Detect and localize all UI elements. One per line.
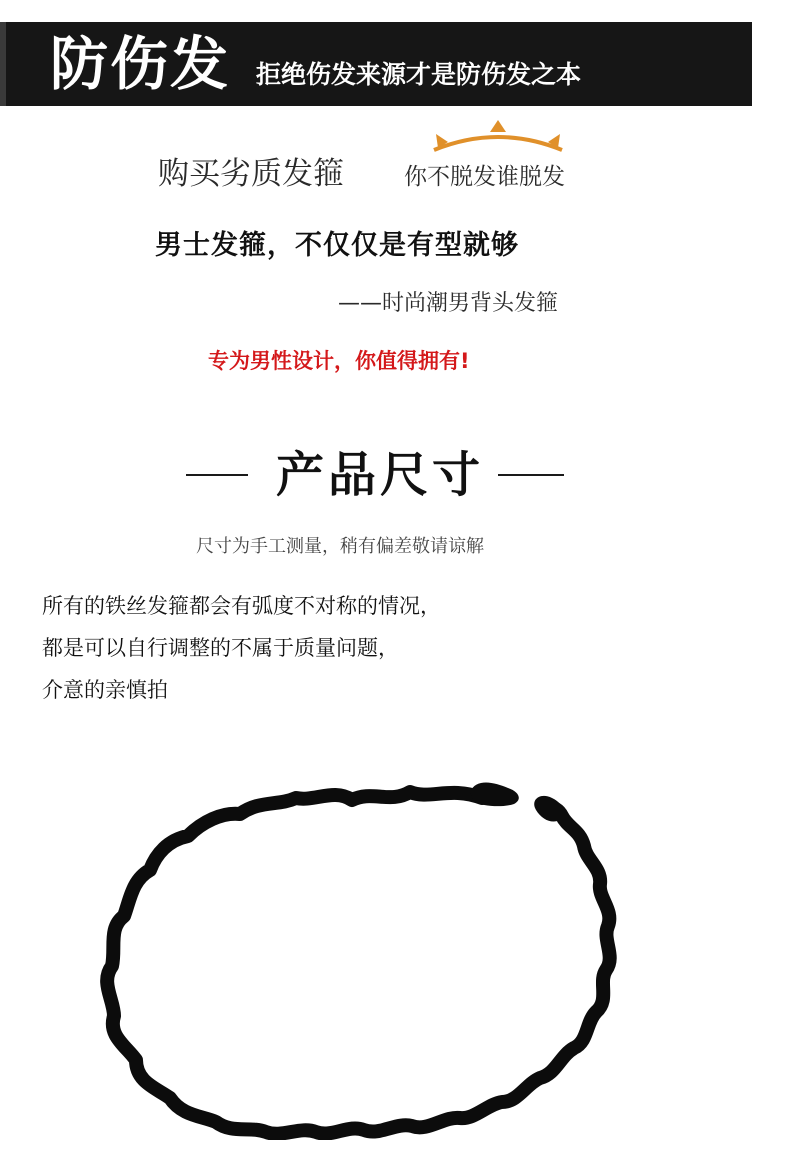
description-line: 所有的铁丝发箍都会有弧度不对称的情况， bbox=[42, 594, 441, 618]
intro-callout: 专为男性设计，你值得拥有! bbox=[208, 349, 470, 373]
intro-line1-left: 购买劣质发箍 bbox=[158, 156, 344, 192]
intro-line1-right: 你不脱发谁脱发 bbox=[404, 164, 565, 190]
wavy-headband-image bbox=[90, 770, 650, 1140]
measurement-note: 尺寸为手工测量，稍有偏差敬请谅解 bbox=[196, 536, 484, 557]
banner-accent-bar bbox=[0, 22, 6, 106]
banner-subtitle: 拒绝伤发来源才是防伤发之本 bbox=[256, 60, 582, 89]
banner-title: 防伤发 bbox=[50, 30, 231, 98]
section-title: 产品尺寸 bbox=[275, 447, 484, 503]
intro-tagline: ——时尚潮男背头发箍 bbox=[338, 291, 559, 316]
crown-icon bbox=[428, 118, 568, 158]
intro-headline: 男士发箍，不仅仅是有型就够 bbox=[155, 230, 519, 261]
description-line: 都是可以自行调整的不属于质量问题， bbox=[42, 636, 399, 660]
section-rule-right bbox=[498, 474, 564, 476]
section-rule-left bbox=[186, 474, 248, 476]
description-line: 介意的亲慎拍 bbox=[42, 678, 168, 702]
header-banner bbox=[0, 22, 752, 106]
